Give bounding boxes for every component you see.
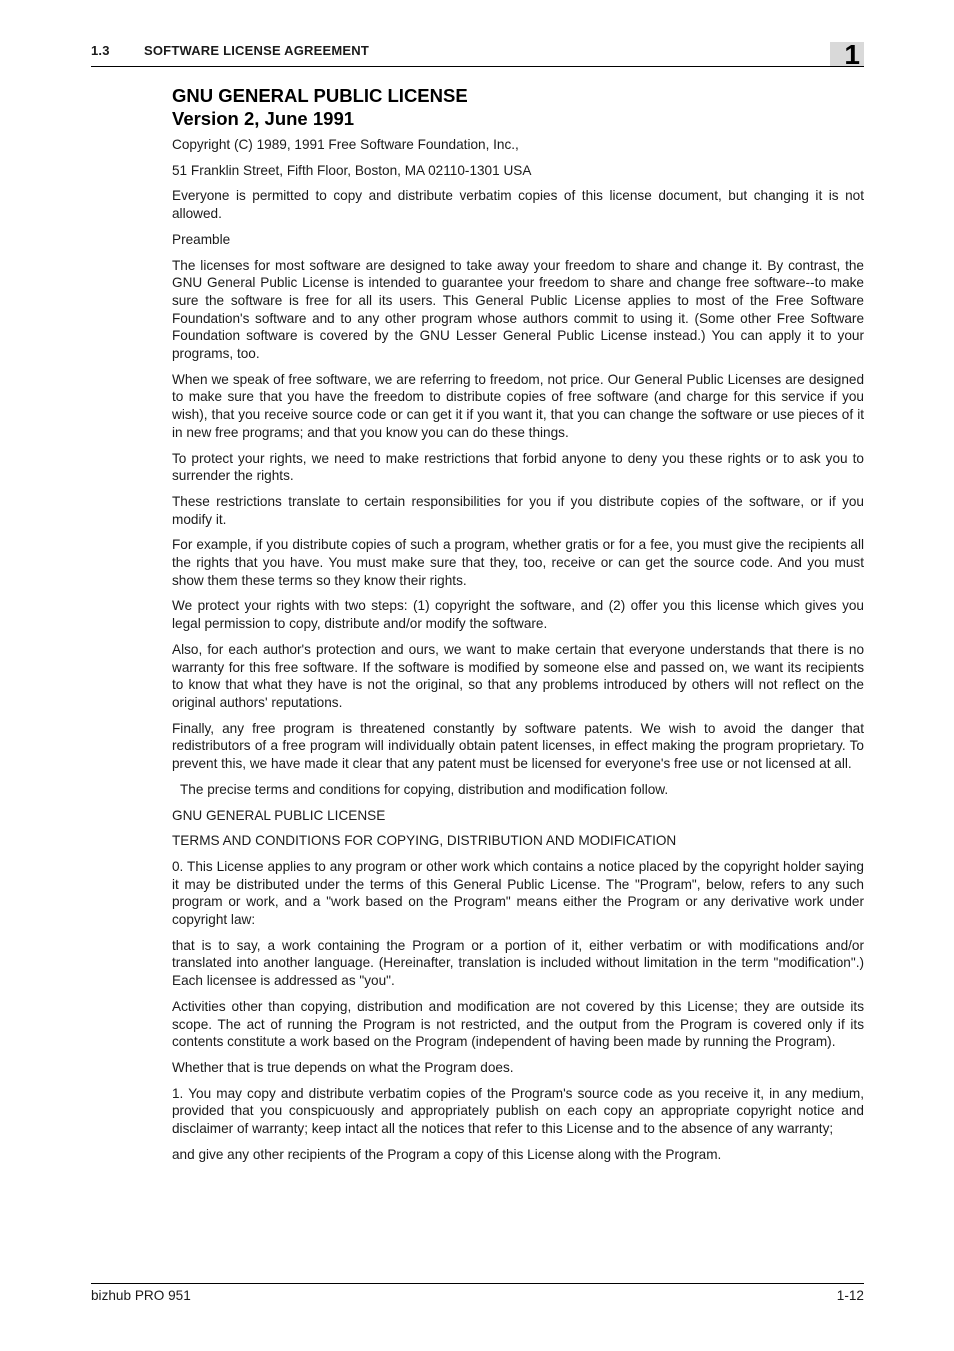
page-header: [91, 39, 864, 70]
license-heading: GNU GENERAL PUBLIC LICENSE: [172, 807, 386, 823]
paragraph: For example, if you distribute copies of such a program, whether gratis or for a fee, you must give the recipients all the rights that you have. You must make sure that they, too, receive or can get the source code. And you must show them these terms so they know their rights.: [172, 537, 864, 588]
copyright-line: Copyright (C) 1989, 1991 Free Software Foundation, Inc.,: [172, 137, 519, 152]
section-title: SOFTWARE LICENSE AGREEMENT: [144, 43, 370, 58]
paragraph: and give any other recipients of the Program a copy of this License along with the Program.: [172, 1146, 722, 1162]
paragraph: When we speak of free software, we are referring to freedom, not price. Our General Public Licenses are designed to make sure that you have the freedom to distribute copies of free software (and charge for this service if you wish), that you receive source code or can get it if you want it, that you can change the software or use pieces of it in new free programs; and that you know you can do these things.: [172, 371, 864, 440]
chapter-number: 1: [844, 39, 860, 70]
terms-heading: TERMS AND CONDITIONS FOR COPYING, DISTRIBUTION AND MODIFICATION: [172, 833, 677, 849]
preamble-heading: Preamble: [172, 231, 231, 247]
paragraph: The licenses for most software are designed to take away your freedom to share and change it. By contrast, the GNU General Public License is intended to guarantee your freedom to share and change free software--to make sure the software is free for all its users. This General Public License applies to most of the Free Software Foundation's software and to any other program whose authors commit to using it. (Some other Free Software Foundation software is covered by the GNU Lesser General Public License instead.) You can apply it to your programs, too.: [172, 257, 864, 362]
document-title: GNU GENERAL PUBLIC LICENSE: [172, 85, 468, 106]
paragraph: that is to say, a work containing the Program or a portion of it, either verbatim or with modifications and/or translated into another language. (Hereinafter, translation is included without limitation in the term "modification".) Each licensee is addressed as "you".: [172, 937, 864, 989]
paragraph: These restrictions translate to certain responsibilities for you if you distribute copies of the software, or if you modify it.: [172, 493, 864, 527]
address-line: 51 Franklin Street, Fifth Floor, Boston, MA 02110-1301 USA: [172, 162, 532, 178]
paragraph: Whether that is true depends on what the Program does.: [172, 1059, 514, 1075]
paragraph: We protect your rights with two steps: (1) copyright the software, and (2) offer you this license which gives you legal permission to copy, distribute and/or modify the software.: [172, 598, 864, 632]
paragraph: 1. You may copy and distribute verbatim copies of the Program's source code as you receive it, in any medium, provided that you conspicuously and appropriately publish on each copy an appropriate copyright notice and disclaimer of warranty; keep intact all the notices that refer to this License and to the absence of any warranty;: [172, 1085, 864, 1137]
paragraph: Everyone is permitted to copy and distribute verbatim copies of this license document, but changing it is not allowed.: [172, 188, 864, 222]
product-name: bizhub PRO 951: [91, 1288, 191, 1303]
paragraph: To protect your rights, we need to make restrictions that forbid anyone to deny you these rights or to ask you to surrender the rights.: [172, 450, 864, 484]
paragraph: Finally, any free program is threatened constantly by software patents. We wish to avoid the danger that redistributors of a free program will individually obtain patent licenses, in effect making the program proprietary. To prevent this, we have made it clear that any patent must be licensed for everyone's free use or not licensed at all.: [172, 720, 864, 772]
paragraph: Activities other than copying, distribution and modification are not covered by this License; they are outside its scope. The act of running the Program is not restricted, and the output from the Program is covered only if its contents constitute a work based on the Program (independent of having been made by running the Program).: [172, 998, 864, 1050]
paragraph: The precise terms and conditions for copying, distribution and modification follow.: [180, 781, 669, 797]
page-number: 1-12: [836, 1288, 864, 1303]
paragraph: 0. This License applies to any program or other work which contains a notice placed by the copyright holder saying it may be distributed under the terms of this General Public License. The "Program", below, refers to any such program or work, and a "work based on the Program" means either the Program or any derivative work under copyright law:: [172, 858, 864, 928]
document-subtitle: Version 2, June 1991: [172, 108, 355, 129]
page-footer: [91, 1283, 864, 1308]
chapter-tab: [830, 39, 864, 70]
section-number: 1.3: [91, 43, 110, 58]
document-body: [172, 84, 864, 1171]
paragraph: Also, for each author's protection and ours, we want to make certain that everyone understands that there is no warranty for this free software. If the software is modified by someone else and passed on, we want its recipients to know that what they have is not the original, so that any problems introduced by others will not reflect on the original authors' reputations.: [172, 641, 864, 710]
